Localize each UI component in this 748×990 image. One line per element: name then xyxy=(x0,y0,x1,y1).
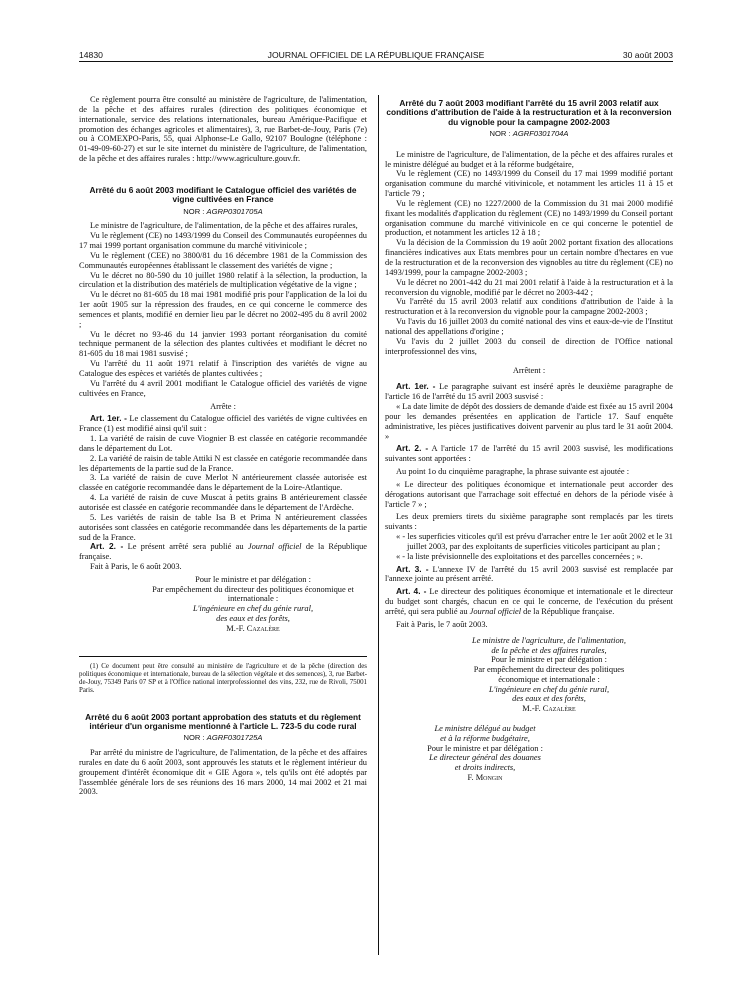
signature-line: de la pêche et des affaires rurales, xyxy=(491,645,607,655)
list-item: 4. La variété de raisin de cuve Muscat à petits grains B antérieurement classée autorisée est classée en catégorie recommandée dans le département de l'Ardèche. xyxy=(79,493,367,512)
body-paragraph: Au point 1o du cinquième paragraphe, la phrase suivante est ajoutée : xyxy=(396,467,630,477)
signature-line: économique et internationale : xyxy=(498,674,600,684)
article-3: Art. 3. - L'annexe IV de l'arrêté du 15 avril 2003 susvisé est remplacée par l'annexe jointe au présent arrêté. xyxy=(385,563,673,584)
arrete-heading: Arrête : xyxy=(210,401,236,411)
quoted-paragraph: « La date limite de dépôt des dossiers de demande d'aide est fixée au 15 avril 2004 pour les demandes présentées en application de l'article 17. Sauf enquête administrative, les pièces justificatives doivent parvenir au plus tard le 31 août 2004. » xyxy=(385,401,673,441)
signature-line: des eaux et des forêts, xyxy=(216,614,290,624)
article-2: Art. 2. - Le présent arrêté sera publié au Journal officiel de la République française. xyxy=(79,541,367,562)
signatory-name: F. Mongin xyxy=(467,773,503,783)
nor-reference: NOR : AGRF0301704A xyxy=(489,128,569,138)
signature-line: et droits indirects, xyxy=(454,763,516,773)
preamble-paragraph: Vu le règlement (CE) no 1227/2000 de la Commission du 31 mai 2000 modifié fixant les modalités d'application du règlement (CE) no 1493/1999 du Conseil portant organisation commune du marché vitivinicole en ce qui concerne le potentiel de production, et notamment les articles 12 à 18 ; xyxy=(385,198,673,238)
preamble-paragraph: Le ministre de l'agriculture, de l'alimentation, de la pêche et des affaires rurales, xyxy=(90,221,358,231)
preamble-paragraph: Vu l'arrêté du 15 avril 2003 relatif aux conditions d'attribution de l'aide à la restructuration et à la reconversion du vignoble pour la campagne 2002-2003 ; xyxy=(385,297,673,317)
preamble-paragraph: Vu le décret no 93-46 du 14 janvier 1993 portant réorganisation du comité technique permanent de la sélection des plantes cultivées et modifiant le décret no 81-605 du 18 mai 1981 susvisé ; xyxy=(79,329,367,359)
arretent-heading: Arrêtent : xyxy=(512,366,546,376)
preamble-paragraph: Le ministre de l'agriculture, de l'alimentation, de la pêche et des affaires rurales et le ministre délégué au budget et à la réforme budgétaire, xyxy=(385,149,673,169)
page-header xyxy=(79,48,673,62)
article-4: Art. 4. - Le directeur des politiques économique et internationale et le directeur du budget sont chargés, chacun en ce qui le concerne, de l'exécution du présent arrêté, qui sera publié au Journal officiel de la République française. xyxy=(385,586,673,617)
signature-place-date: Fait à Paris, le 6 août 2003. xyxy=(90,562,182,572)
page-number: 14830 xyxy=(79,50,103,60)
preamble-paragraph: Vu le décret no 2001-442 du 21 mai 2001 relatif à l'aide à la restructuration et à la reconversion du vignoble, modifié par le décret no 2003-442 ; xyxy=(385,277,673,297)
preamble-paragraph: Vu l'arrêté du 4 avril 2001 modifiant le Catalogue officiel des variétés de vigne cultivées en France, xyxy=(79,378,367,398)
article-1: Art. 1er. - Le paragraphe suivant est inséré après le deuxième paragraphe de l'article 16 de l'arrêté du 15 avril 2003 susvisé : xyxy=(385,381,673,402)
section-title-gie: Arrêté du 6 août 2003 portant approbation des statuts et du règlement intérieur d'un organisme mentionné à l'article L. 723-5 du code rural xyxy=(85,711,361,731)
preamble-paragraph: Vu le règlement (CEE) no 3800/81 du 16 décembre 1981 de la Commission des Communautés européennes établissant le classement des variétés de vigne ; xyxy=(79,250,367,270)
article-2: Art. 2. - A l'article 17 de l'arrêté du 15 avril 2003 susvisé, les modifications suivantes sont apportées : xyxy=(385,443,673,464)
body-paragraph: Par arrêté du ministre de l'agriculture, de l'alimentation, de la pêche et des affaires rurales en date du 6 août 2003, sont approuvés les statuts et le règlement intérieur du groupement d'intérêt économique dit « GIE Agora », tels qu'ils ont été adoptés par l'assemblée générale lors de ses réunions des 16 mars 2000, 14 mai 2002 et 21 mai 2003. xyxy=(79,748,367,797)
quoted-paragraph: « Le directeur des politiques économique et internationale peut accorder des dérogations autorisant que l'arrachage soit effectué en dehors de la période visée à l'article 7 » ; xyxy=(385,479,673,509)
column-divider xyxy=(378,95,379,955)
article-1: Art. 1er. - Le classement du Catalogue officiel des variétés de vigne cultivées en France (1) est modifié ainsi qu'il suit : xyxy=(79,413,368,434)
footnote: (1) Ce document peut être consulté au ministère de l'agriculture et de la pêche (direction des politiques économique et internationale, bureau de la sélection végétale et des semences), 3, rue Barbet-de-Jouy, 75349 Paris 07 SP et à l'Office national interprofessionnel des vins, 232, rue de Rivoli, 75001 Paris. xyxy=(79,662,367,694)
nor-reference: NOR : AGRP0301705A xyxy=(183,206,263,216)
list-item: 3. La variété de raisin de cuve Merlot N antérieurement classée autorisée est classée en catégorie recommandée dans le département de la Loire-Atlantique. xyxy=(79,473,367,493)
preamble-paragraph: Vu le décret no 80-590 du 10 juillet 1980 relatif à la sélection, la production, la circulation et la distribution des matériels de multiplication végétative de la vigne ; xyxy=(79,270,367,290)
signature-line: Par empêchement du directeur des politiques xyxy=(473,665,625,675)
left-column xyxy=(79,95,367,797)
signature-line: Par empêchement du directeur des politiques économique et internationale : xyxy=(152,584,354,604)
section-title-vignoble: Arrêté du 7 août 2003 modifiant l'arrêté du 15 avril 2003 relatif aux conditions d'attribution de l'aide à la restructuration et à la reconversion du vignoble pour la campagne 2002-2003 xyxy=(386,98,672,127)
signature-line: Le directeur général des douanes xyxy=(429,753,541,763)
dash-item: « - les superficies viticoles qu'il est prévu d'arracher entre le 1er août 2002 et le 31 juillet 2003, par des exploitants de superficies viticoles participant au plan ; xyxy=(396,532,673,551)
list-item: 5. Les variétés de raisin de table Isa B et Prima N antérieurement classées autorisées sont classées en catégorie recommandée dans les départements de la partie sud de la France. xyxy=(79,512,367,542)
preamble-paragraph: Vu la décision de la Commission du 19 août 2002 portant fixation des allocations financières indicatives aux Etats membres pour un certain nombre d'hectares en vue de la restructuration et de la reconversion des vignobles au titre du règlement (CE) no 1493/1999, pour la campagne 2002-2003 ; xyxy=(385,238,673,277)
preamble-paragraph: Vu le règlement (CE) no 1493/1999 du Conseil des Communautés européennes du 17 mai 1999 portant organisation commune du marché vitivinicole ; xyxy=(79,231,367,251)
dash-item: « - la liste prévisionnelle des exploitations et des parcelles concernées ; ». xyxy=(396,551,643,561)
signature-line: et à la réforme budgétaire, xyxy=(440,733,530,743)
list-item: 2. La variété de raisin de table Attiki N est classée en catégorie recommandée dans les départements de la partie sud de la France. xyxy=(79,453,367,473)
signature-line: Pour le ministre et par délégation : xyxy=(491,655,607,665)
signature-place-date: Fait à Paris, le 7 août 2003. xyxy=(396,619,488,629)
body-paragraph: Les deux premiers tirets du sixième paragraphe sont remplacés par les tirets suivants : xyxy=(385,512,673,532)
preamble-paragraph: Vu l'avis du 16 juillet 2003 du comité national des vins et eaux-de-vie de l'Institut national des appellations d'origine ; xyxy=(385,317,673,336)
signature-line: L'ingénieure en chef du génie rural, xyxy=(488,684,610,694)
signature-line: Pour le ministre et par délégation : xyxy=(427,743,543,753)
right-column xyxy=(385,99,673,783)
preamble-paragraph: Vu le décret no 81-605 du 18 mai 1981 modifié pris pour l'application de la loi du 1er août 1905 sur la répression des fraudes, en ce qui concerne le commerce des semences et plants, modifié en dernier lieu par le décret no 2002-495 du 8 avril 2002 ; xyxy=(79,290,367,329)
section-title-catalogue: Arrêté du 6 août 2003 modifiant le Catalogue officiel des variétés de vigne cultivées en France xyxy=(89,184,357,205)
intro-paragraph: Ce règlement pourra être consulté au ministère de l'agriculture, de l'alimentation, de la pêche et des affaires rurales (direction des politiques économique et internationale, service des relations internationales, bureau Amérique-Pacifique et promotion des échanges agricoles et alimentaires), 3, rue Barbet-de-Jouy, Paris (7e) ou à COMEXPO-Paris, 55, quai Alphonse-Le Gallo, 92107 Boulogne (téléphone : 01-49-09-60-27) et sur le site internet du ministère de l'agriculture, de l'alimentation, de la pêche et des affaires rurales : http://www.agriculture.gouv.fr. xyxy=(79,95,367,164)
signature-line: Pour le ministre et par délégation : xyxy=(195,574,311,584)
preamble-paragraph: Vu l'avis du 2 juillet 2003 du conseil de direction de l'Office national interprofessionnel des vins, xyxy=(385,336,673,356)
signatory-name: M.-F. Cazalère xyxy=(522,704,576,714)
issue-date: 30 août 2003 xyxy=(622,50,673,60)
journal-title: JOURNAL OFFICIEL DE LA RÉPUBLIQUE FRANÇAISE xyxy=(267,50,485,60)
signatory-name: M.-F. Cazalère xyxy=(226,623,280,633)
signature-line: Le ministre délégué au budget xyxy=(434,724,536,734)
preamble-paragraph: Vu l'arrêté du 11 août 1971 relatif à l'inscription des variétés de vigne au Catalogue des espèces et variétés de plantes cultivées ; xyxy=(79,359,367,378)
list-item: 1. La variété de raisin de cuve Viognier B est classée en catégorie recommandée dans le département du Lot. xyxy=(79,434,367,453)
signature-line: L'ingénieure en chef du génie rural, xyxy=(192,604,314,614)
signature-line: Le ministre de l'agriculture, de l'alimentation, xyxy=(472,635,626,645)
preamble-paragraph: Vu le règlement (CE) no 1493/1999 du Conseil du 17 mai 1999 modifié portant organisation commune du marché vitivinicole, et notamment les articles 11 à 15 et l'article 79 ; xyxy=(385,169,673,199)
signature-line: des eaux et des forêts, xyxy=(512,694,586,704)
nor-reference: NOR : AGRF0301725A xyxy=(183,733,263,743)
